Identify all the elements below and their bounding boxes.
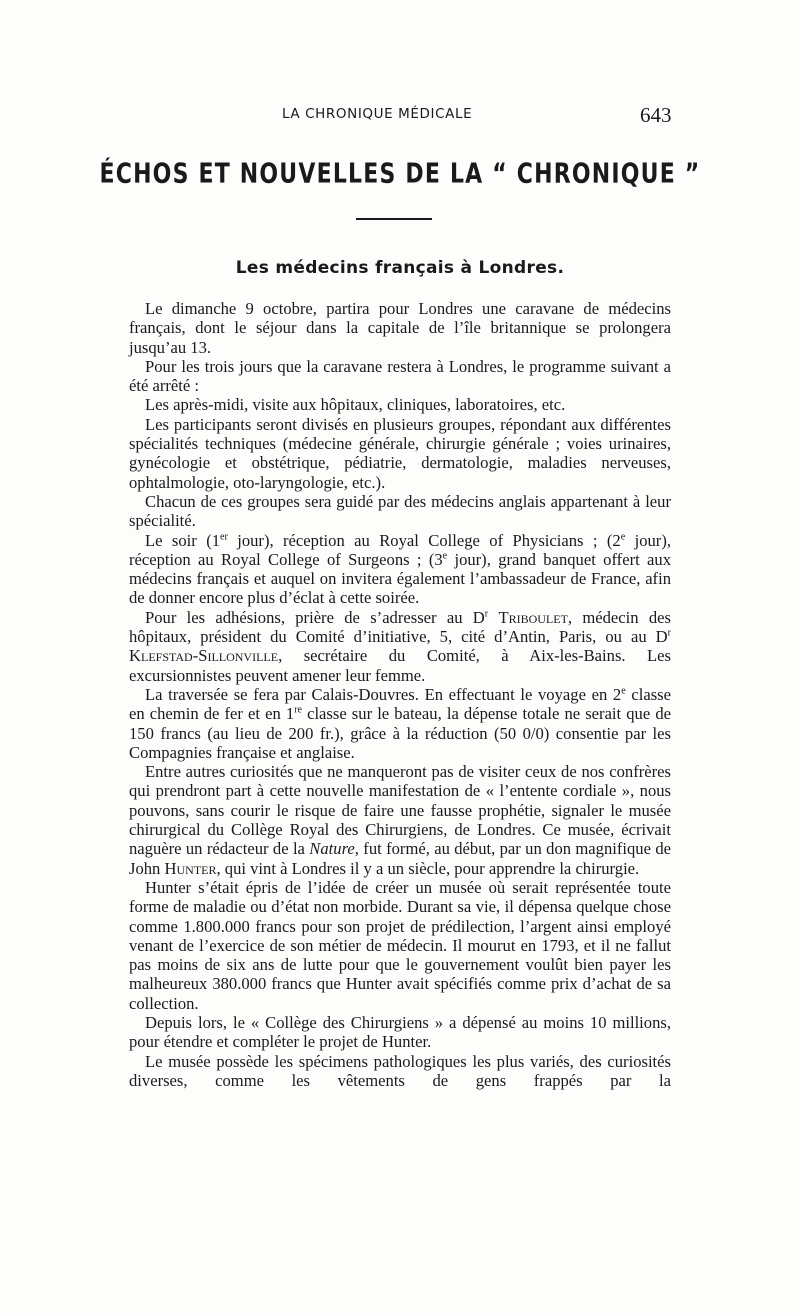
paragraph-10: Hunter s’était épris de l’idée de créer un musée où serait représentée toute forme de maladie ou d’état non morbide. Durant sa vie, il dépensa quelque chose comme 1.800.000 francs pour son projet de prédilection, l’argent ainsi employé venant de l’exercice de son métier de médecin. Il mourut en 1793, et il ne fallut pas moins de six ans de lutte pour que le gouvernement voulût bien payer les malheureux 380.000 francs que Hunter avait spécifiés comme prix d’achat de sa collection. (129, 877, 671, 1013)
page-number: 643 (640, 103, 672, 127)
article-title: Les médecins français à Londres. (235, 258, 565, 278)
paragraph-11: Depuis lors, le « Collège des Chirurgiens » a dépensé au moins 10 millions, pour étendre et compléter le projet de Hunter. (129, 1012, 671, 1052)
paragraph-1: Le dimanche 9 octobre, partira pour Londres une caravane de médecins français, dont le séjour dans la capitale de l’île britannique se prolongera jusqu’au 13. (129, 299, 671, 357)
paragraph-3: Les après-midi, visite aux hôpitaux, cliniques, laboratoires, etc. (145, 395, 566, 415)
paragraph-6: Le soir (1er jour), réception au Royal College of Physicians ; (2e jour), réception au Royal College of Surgeons ; (3e jour), grand banquet offert aux médecins français et auquel on invitera également l’ambassadeur de France, afin de donner encore plus d’éclat à cette soirée. (129, 530, 671, 608)
paragraph-4: Les participants seront divisés en plusieurs groupes, répondant aux différentes spécialités techniques (médecine générale, chirurgie générale ; voies urinaires, gynécologie et obstétrique, pédiatrie, dermatologie, maladies nerveuses, ophtalmologie, oto-laryngologie, etc.). (129, 414, 671, 492)
person-name: Klefstad-Sillonville (129, 646, 279, 666)
paragraph-7: Pour les adhésions, prière de s’adresser au $D^r$ Triboulet, médecin des hôpitaux, président du Comité d’initiative, 5, cité d’Antin, Paris, ou au $D^r$ Klefstad-Sillonville, secrétaire du Comité, à Aix-les-Bains. Les excursionnistes peuvent amener leur femme. (129, 607, 671, 685)
article-body (129, 299, 671, 1090)
paragraph-2: Pour les trois jours que la caravane restera à Londres, le programme suivant a été arrêté : (129, 356, 671, 396)
running-head: LA CHRONIQUE MÉDICALE (282, 106, 473, 122)
title-rule (356, 218, 432, 220)
paragraph-9: Entre autres curiosités que ne manqueront pas de visiter ceux de nos confrères qui prendront part à cette nouvelle manifestation de « l’entente cordiale », nous pouvons, sans courir le risque de faire une fausse prophétie, signaler le musée chirurgical du Collège Royal des Chirurgiens, de Londres. Ce musée, écrivait naguère un rédacteur de la Nature, fut formé, au début, par un don magnifique de John Hunter, qui vint à Londres il y a un siècle, pour apprendre la chirurgie. (129, 762, 671, 878)
paragraph-8: La traversée se fera par Calais-Douvres. En effectuant le voyage en 2e classe en chemin de fer et en 1re classe sur le bateau, la dépense totale ne serait que de 150 francs (au lieu de 200 fr.), grâce à la réduction (50 0/0) consentie par les Compagnies française et anglaise. (129, 684, 671, 762)
person-name: Triboulet (498, 607, 568, 627)
person-name: Hunter (164, 858, 217, 878)
section-title: ÉCHOS ET NOUVELLES DE LA “ CHRONIQUE ” (99, 158, 701, 191)
paragraph-12: Le musée possède les spécimens pathologiques les plus variés, des curiosités diverses, comme les vêtements de gens frappés par la (129, 1051, 671, 1090)
paragraph-5: Chacun de ces groupes sera guidé par des médecins anglais appartenant à leur spécialité. (129, 491, 671, 531)
